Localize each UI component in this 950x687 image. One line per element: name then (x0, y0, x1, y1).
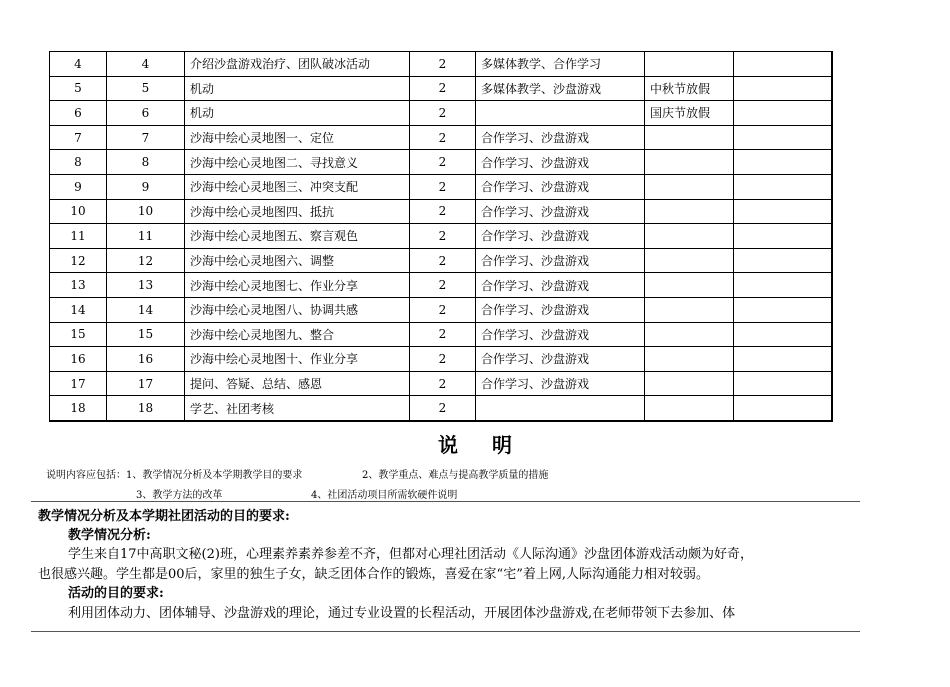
cell-week: 11 (107, 224, 185, 249)
table-row (50, 52, 832, 77)
cell-method: 合作学习、沙盘游戏 (476, 248, 645, 273)
cell-method: 多媒体教学、合作学习 (476, 52, 645, 77)
subheading-analysis: 教学情况分析: (68, 528, 151, 543)
cell-hours: 2 (410, 52, 476, 77)
note-item-1: 说明内容应包括：1、教学情况分析及本学期教学目的要求 (46, 470, 303, 481)
table-row (50, 150, 832, 175)
cell-remark (645, 396, 734, 421)
table-row (50, 76, 832, 101)
table-row (50, 125, 832, 150)
goals-paragraph-line-1: 利用团体动力、团体辅导、沙盘游戏的理论，通过专业设置的长程活动，开展团体沙盘游戏,在老师带领下去参加、体 (68, 606, 736, 621)
cell-method: 合作学习、沙盘游戏 (476, 150, 645, 175)
cell-empty (734, 396, 832, 421)
cell-number: 16 (50, 347, 107, 372)
cell-method: 合作学习、沙盘游戏 (476, 224, 645, 249)
cell-empty (734, 224, 832, 249)
cell-empty (734, 199, 832, 224)
cell-content: 介绍沙盘游戏治疗、团队破冰活动 (185, 52, 410, 77)
cell-content: 学艺、社团考核 (185, 396, 410, 421)
cell-hours: 2 (410, 101, 476, 126)
cell-remark (645, 347, 734, 372)
schedule-table (49, 51, 833, 422)
cell-hours: 2 (410, 174, 476, 199)
table-row (50, 248, 832, 273)
cell-content: 沙海中绘心灵地图九、整合 (185, 322, 410, 347)
cell-number: 12 (50, 248, 107, 273)
table-row (50, 396, 832, 421)
cell-hours: 2 (410, 347, 476, 372)
cell-hours: 2 (410, 371, 476, 396)
cell-remark (645, 322, 734, 347)
explanation-title: 说明 (438, 433, 546, 457)
cell-number: 4 (50, 52, 107, 77)
cell-content: 提问、答疑、总结、感恩 (185, 371, 410, 396)
cell-empty (734, 273, 832, 298)
cell-empty (734, 150, 832, 175)
cell-week: 12 (107, 248, 185, 273)
cell-number: 6 (50, 101, 107, 126)
cell-number: 10 (50, 199, 107, 224)
cell-hours: 2 (410, 273, 476, 298)
cell-method: 合作学习、沙盘游戏 (476, 125, 645, 150)
cell-remark (645, 125, 734, 150)
note-item-2: 2、教学重点、难点与提高教学质量的措施 (362, 470, 549, 481)
cell-content: 沙海中绘心灵地图六、调整 (185, 248, 410, 273)
cell-remark (645, 224, 734, 249)
cell-number: 14 (50, 297, 107, 322)
analysis-paragraph-line-1: 学生来自17中高职文秘(2)班，心理素养素养参差不齐，但都对心理社团活动《人际沟通》沙盘团体游戏活动颇为好奇， (68, 547, 753, 562)
cell-method: 合作学习、沙盘游戏 (476, 371, 645, 396)
cell-method: 合作学习、沙盘游戏 (476, 297, 645, 322)
table-row (50, 322, 832, 347)
cell-content: 机动 (185, 101, 410, 126)
cell-week: 4 (107, 52, 185, 77)
table-row (50, 101, 832, 126)
cell-method: 合作学习、沙盘游戏 (476, 174, 645, 199)
cell-number: 11 (50, 224, 107, 249)
cell-week: 17 (107, 371, 185, 396)
cell-week: 9 (107, 174, 185, 199)
table-row (50, 371, 832, 396)
cell-remark (645, 174, 734, 199)
cell-hours: 2 (410, 322, 476, 347)
cell-hours: 2 (410, 76, 476, 101)
cell-hours: 2 (410, 150, 476, 175)
note-item-4: 4、社团活动项目所需软硬件说明 (311, 490, 458, 501)
table-row (50, 199, 832, 224)
cell-empty (734, 174, 832, 199)
cell-empty (734, 125, 832, 150)
table-row (50, 347, 832, 372)
cell-empty (734, 52, 832, 77)
cell-content: 沙海中绘心灵地图十、作业分享 (185, 347, 410, 372)
section-heading: 教学情况分析及本学期社团活动的目的要求: (38, 509, 290, 524)
cell-method: 合作学习、沙盘游戏 (476, 273, 645, 298)
cell-empty (734, 347, 832, 372)
table-row (50, 174, 832, 199)
cell-remark (645, 52, 734, 77)
cell-empty (734, 76, 832, 101)
cell-week: 13 (107, 273, 185, 298)
table-row (50, 297, 832, 322)
cell-week: 5 (107, 76, 185, 101)
cell-hours: 2 (410, 396, 476, 421)
cell-hours: 2 (410, 199, 476, 224)
cell-week: 14 (107, 297, 185, 322)
cell-hours: 2 (410, 224, 476, 249)
divider-top (31, 501, 860, 502)
cell-number: 13 (50, 273, 107, 298)
schedule-body (50, 52, 832, 421)
cell-method: 合作学习、沙盘游戏 (476, 199, 645, 224)
cell-content: 沙海中绘心灵地图一、定位 (185, 125, 410, 150)
cell-empty (734, 297, 832, 322)
cell-method: 合作学习、沙盘游戏 (476, 347, 645, 372)
cell-number: 15 (50, 322, 107, 347)
analysis-paragraph-line-2: 也很感兴趣。学生都是00后，家里的独生子女，缺乏团体合作的锻炼，喜爱在家“宅”着上网,人际沟通能力相对较弱。 (38, 567, 709, 582)
cell-method: 合作学习、沙盘游戏 (476, 322, 645, 347)
cell-week: 7 (107, 125, 185, 150)
cell-week: 18 (107, 396, 185, 421)
cell-remark: 中秋节放假 (645, 76, 734, 101)
cell-empty (734, 371, 832, 396)
cell-week: 16 (107, 347, 185, 372)
cell-empty (734, 322, 832, 347)
cell-hours: 2 (410, 297, 476, 322)
cell-remark (645, 150, 734, 175)
cell-empty (734, 248, 832, 273)
cell-week: 6 (107, 101, 185, 126)
cell-remark (645, 199, 734, 224)
cell-hours: 2 (410, 248, 476, 273)
cell-number: 9 (50, 174, 107, 199)
cell-remark (645, 273, 734, 298)
cell-number: 18 (50, 396, 107, 421)
subheading-goals: 活动的目的要求: (68, 586, 164, 601)
cell-remark (645, 297, 734, 322)
cell-content: 沙海中绘心灵地图八、协调共感 (185, 297, 410, 322)
divider-bottom (31, 631, 860, 632)
cell-remark (645, 371, 734, 396)
cell-empty (734, 101, 832, 126)
cell-method: 多媒体教学、沙盘游戏 (476, 76, 645, 101)
cell-content: 沙海中绘心灵地图二、寻找意义 (185, 150, 410, 175)
cell-content: 沙海中绘心灵地图七、作业分享 (185, 273, 410, 298)
cell-number: 7 (50, 125, 107, 150)
cell-week: 8 (107, 150, 185, 175)
cell-content: 沙海中绘心灵地图五、察言观色 (185, 224, 410, 249)
table-row (50, 273, 832, 298)
cell-week: 15 (107, 322, 185, 347)
cell-number: 17 (50, 371, 107, 396)
cell-remark: 国庆节放假 (645, 101, 734, 126)
cell-number: 5 (50, 76, 107, 101)
cell-content: 机动 (185, 76, 410, 101)
cell-remark (645, 248, 734, 273)
cell-hours: 2 (410, 125, 476, 150)
cell-content: 沙海中绘心灵地图四、抵抗 (185, 199, 410, 224)
cell-content: 沙海中绘心灵地图三、冲突支配 (185, 174, 410, 199)
note-item-3: 3、教学方法的改革 (136, 490, 223, 501)
cell-method (476, 101, 645, 126)
cell-week: 10 (107, 199, 185, 224)
table-row (50, 224, 832, 249)
cell-number: 8 (50, 150, 107, 175)
cell-method (476, 396, 645, 421)
